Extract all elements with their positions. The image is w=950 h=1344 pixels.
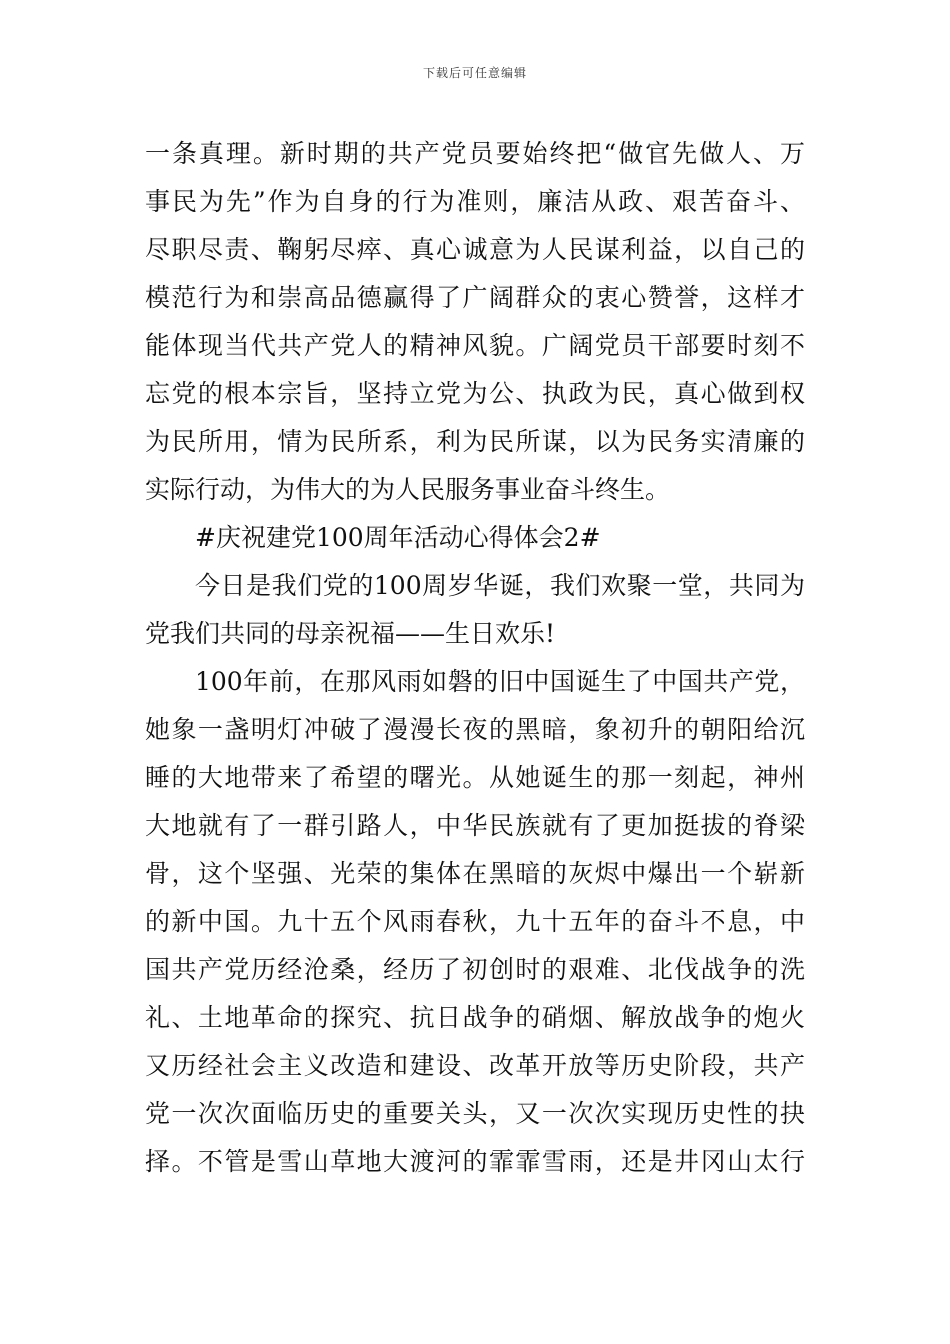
text-line: 忘党的根本宗旨，坚持立党为公、执政为民，真心做到权 (145, 379, 805, 408)
text-line: 实际行动，为伟大的为人民服务事业奋斗终生。 (145, 475, 671, 504)
text-line: 党我们共同的母亲祝福——生日欢乐! (145, 619, 556, 648)
text-line: 睡的大地带来了希望的曙光。从她诞生的那一刻起，神州 (145, 763, 805, 792)
text-line: 尽职尽责、鞠躬尽瘁、真心诚意为人民谋利益，以自己的 (145, 235, 805, 264)
text-line: 的新中国。九十五个风雨春秋，九十五年的奋斗不息，中 (145, 907, 805, 936)
text-line: 礼、土地革命的探究、抗日战争的硝烟、解放战争的炮火 (145, 1003, 805, 1032)
text-line: 为民所用，情为民所系，利为民所谋，以为民务实清廉的 (145, 427, 805, 456)
page-header: 下载后可任意编辑 (422, 66, 527, 80)
document-body (145, 130, 805, 1186)
paragraph-first-line: 100年前，在那风雨如磐的旧中国诞生了中国共产党， (195, 667, 805, 696)
paragraph-first-line: 今日是我们党的100周岁华诞，我们欢聚一堂，共同为 (195, 571, 805, 600)
text-line: 择。不管是雪山草地大渡河的霏霏雪雨，还是井冈山太行 (145, 1147, 805, 1176)
text-line: 一条真理。新时期的共产党员要始终把“做官先做人、万 (145, 139, 805, 168)
text-line: 能体现当代共产党人的精神风貌。广阔党员干部要时刻不 (145, 331, 805, 360)
text-line: 国共产党历经沧桑，经历了初创时的艰难、北伐战争的洗 (145, 955, 805, 984)
text-line: 模范行为和崇高品德赢得了广阔群众的衷心赞誉，这样才 (145, 283, 805, 312)
text-line: 事民为先”作为自身的行为准则，廉洁从政、艰苦奋斗、 (145, 187, 805, 216)
text-line: 大地就有了一群引路人，中华民族就有了更加挺拔的脊梁 (145, 811, 805, 840)
section-heading: #庆祝建党100周年活动心得体会2# (195, 523, 601, 552)
text-line: 党一次次面临历史的重要关头，又一次次实现历史性的抉 (145, 1099, 805, 1128)
text-line: 又历经社会主义改造和建设、改革开放等历史阶段，共产 (145, 1051, 805, 1080)
text-line: 她象一盏明灯冲破了漫漫长夜的黑暗，象初升的朝阳给沉 (145, 715, 805, 744)
text-line: 骨，这个坚强、光荣的集体在黑暗的灰烬中爆出一个崭新 (145, 859, 805, 888)
